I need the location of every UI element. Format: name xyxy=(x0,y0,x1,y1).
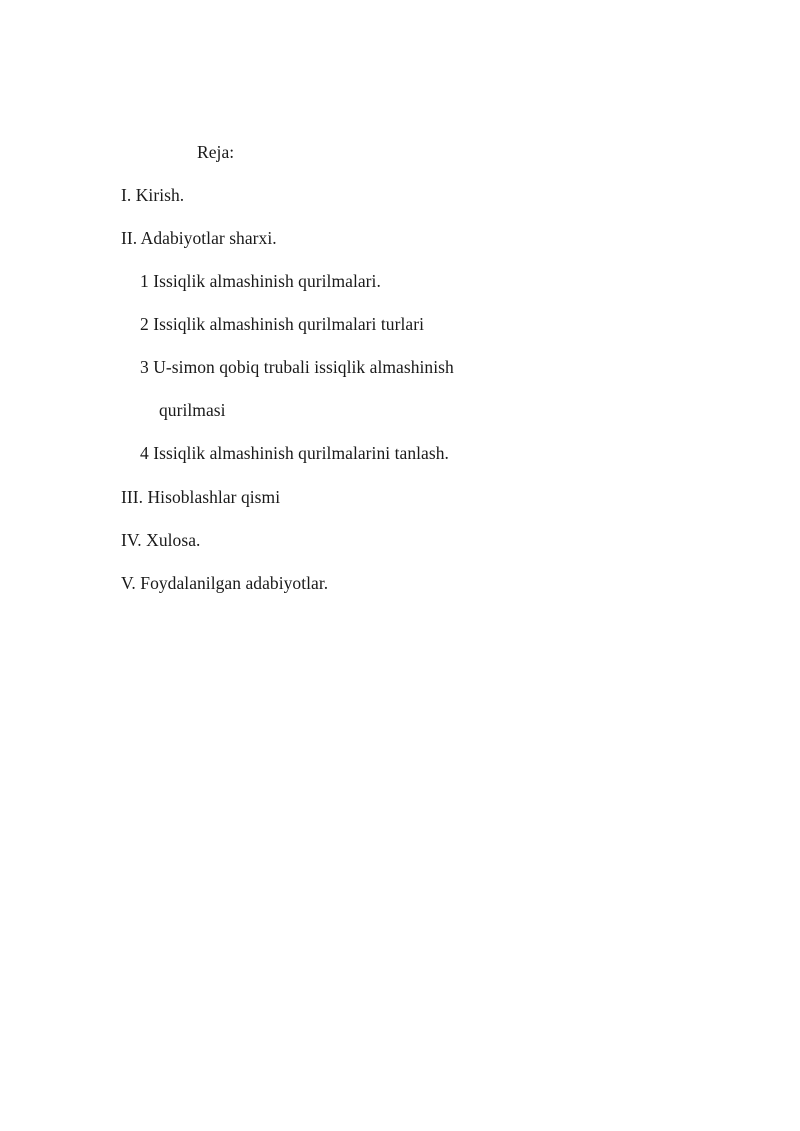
plan-subitem-4: 4 Issiqlik almashinish qurilmalarini tanlash. xyxy=(140,443,449,463)
plan-subitem-2: 2 Issiqlik almashinish qurilmalari turlari xyxy=(140,314,424,334)
plan-subitem-1: 1 Issiqlik almashinish qurilmalari. xyxy=(140,271,381,291)
plan-item-introduction: I. Kirish. xyxy=(121,185,185,205)
plan-item-conclusion: IV. Xulosa. xyxy=(121,530,201,550)
plan-title: Reja: xyxy=(197,142,235,162)
plan-subitem-3-continuation: qurilmasi xyxy=(159,400,226,420)
plan-item-calculations: III. Hisoblashlar qismi xyxy=(121,487,281,507)
plan-item-references: V. Foydalanilgan adabiyotlar. xyxy=(121,573,329,593)
plan-item-literature-review: II. Adabiyotlar sharxi. xyxy=(121,228,277,248)
plan-subitem-3: 3 U-simon qobiq trubali issiqlik almashinish xyxy=(140,357,454,377)
